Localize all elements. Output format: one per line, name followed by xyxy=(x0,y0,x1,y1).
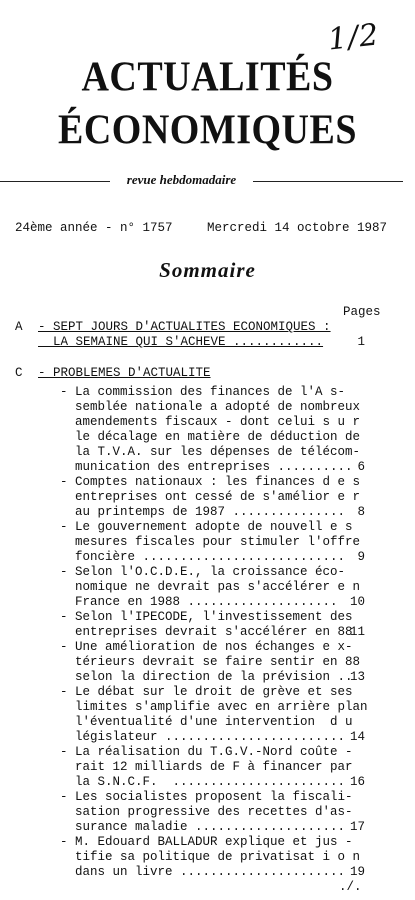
subtitle-rule-right xyxy=(253,181,403,182)
toc-entry-line: - Une amélioration de nos échanges e x- xyxy=(60,640,353,654)
toc-entry-line: surance maladie .................... xyxy=(60,820,346,834)
issue-date: Mercredi 14 octobre 1987 xyxy=(207,221,388,235)
toc-entry-line: entreprises ont cessé de s'amélior e r xyxy=(60,490,361,504)
toc-entry-page: 11 xyxy=(349,625,365,639)
toc-entry-line: nomique ne devrait pas s'accélérer e n xyxy=(60,580,361,594)
toc-entry-page: 8 xyxy=(357,505,365,519)
toc-entry-line: la S.N.C.F. ....................... xyxy=(60,775,346,789)
masthead-title-line2: ÉCONOMIQUES xyxy=(58,106,357,154)
toc-entry-line: au printemps de 1987 ............... xyxy=(60,505,346,519)
toc-entry-page: 10 xyxy=(349,595,365,609)
toc-entry-page: 6 xyxy=(357,460,365,474)
toc-entry-line: - Selon l'IPECODE, l'investissement des xyxy=(60,610,353,624)
toc-entry-line: - Les socialistes proposent la fiscali- xyxy=(60,790,353,804)
toc-entry-line: - La réalisation du T.G.V.-Nord coûte - xyxy=(60,745,353,759)
section-c-title: - PROBLEMES D'ACTUALITE xyxy=(38,366,211,380)
section-a-title-line2: LA SEMAINE QUI S'ACHEVE ............ xyxy=(38,335,324,349)
toc-entry-line: dans un livre ...................... xyxy=(60,865,346,879)
toc-entry-line: semblée nationale a adopté de nombreux xyxy=(60,400,361,414)
toc-entry-line: France en 1988 .................... xyxy=(60,595,338,609)
toc-entry-page: 14 xyxy=(349,730,365,744)
toc-entry-line: mesures fiscales pour stimuler l'offre xyxy=(60,535,361,549)
toc-entry-line: - Le débat sur le droit de grève et ses xyxy=(60,685,353,699)
pages-column-label: Pages xyxy=(343,305,381,319)
toc-entry-line: tifie sa politique de privatisat i o n xyxy=(60,850,361,864)
toc-entry-line: - Le gouvernement adopte de nouvell e s xyxy=(60,520,353,534)
toc-entry-line: le décalage en matière de déduction de xyxy=(60,430,361,444)
toc-entry-line: législateur ........................ xyxy=(60,730,346,744)
toc-entry-page: 16 xyxy=(349,775,365,789)
masthead-title-line1: ACTUALITÉS xyxy=(81,53,334,101)
toc-entry-line: selon la direction de la prévision .. xyxy=(60,670,353,684)
toc-entry-line: entreprises devrait s'accélérer en 88 xyxy=(60,625,353,639)
toc-entry-line: - La commission des finances de l'A s- xyxy=(60,385,346,399)
subtitle-rule-left xyxy=(0,181,110,182)
toc-entry-line: amendements fiscaux - dont celui s u r xyxy=(60,415,361,429)
sommaire-heading: Sommaire xyxy=(159,258,256,282)
continuation-mark: ./. xyxy=(339,880,362,894)
issue-number: 24ème année - n° 1757 xyxy=(15,221,173,235)
toc-entry-line: - Selon l'O.C.D.E., la croissance éco- xyxy=(60,565,346,579)
toc-entry-line: limites s'amplifie avec en arrière plan xyxy=(60,700,368,714)
toc-entry-page: 9 xyxy=(357,550,365,564)
toc-entry-line: - Comptes nationaux : les finances d e s xyxy=(60,475,361,489)
handwritten-page-annotation: 1/2 xyxy=(326,17,381,58)
section-a-title-line1: - SEPT JOURS D'ACTUALITES ECONOMIQUES : xyxy=(38,320,331,334)
section-letter-a: A xyxy=(15,320,23,334)
toc-entry-page: 19 xyxy=(349,865,365,879)
section-letter-c: C xyxy=(15,366,23,380)
toc-entry-line: l'éventualité d'une intervention d u xyxy=(60,715,353,729)
masthead-subtitle: revue hebdomadaire xyxy=(126,172,237,187)
toc-entry-line: la T.V.A. sur les dépenses de télécom- xyxy=(60,445,361,459)
toc-entry-line: munication des entreprises .......... xyxy=(60,460,353,474)
toc-entry-line: foncière ........................... xyxy=(60,550,346,564)
toc-entry-page: 17 xyxy=(349,820,365,834)
toc-entry-page: 13 xyxy=(349,670,365,684)
toc-entry-line: sation progressive des recettes d'as- xyxy=(60,805,353,819)
section-a-page: 1 xyxy=(357,335,365,349)
toc-entry-line: - M. Edouard BALLADUR explique et jus - xyxy=(60,835,353,849)
toc-entry-line: rait 12 milliards de F à financer par xyxy=(60,760,353,774)
toc-entry-line: térieurs devrait se faire sentir en 88 xyxy=(60,655,361,669)
